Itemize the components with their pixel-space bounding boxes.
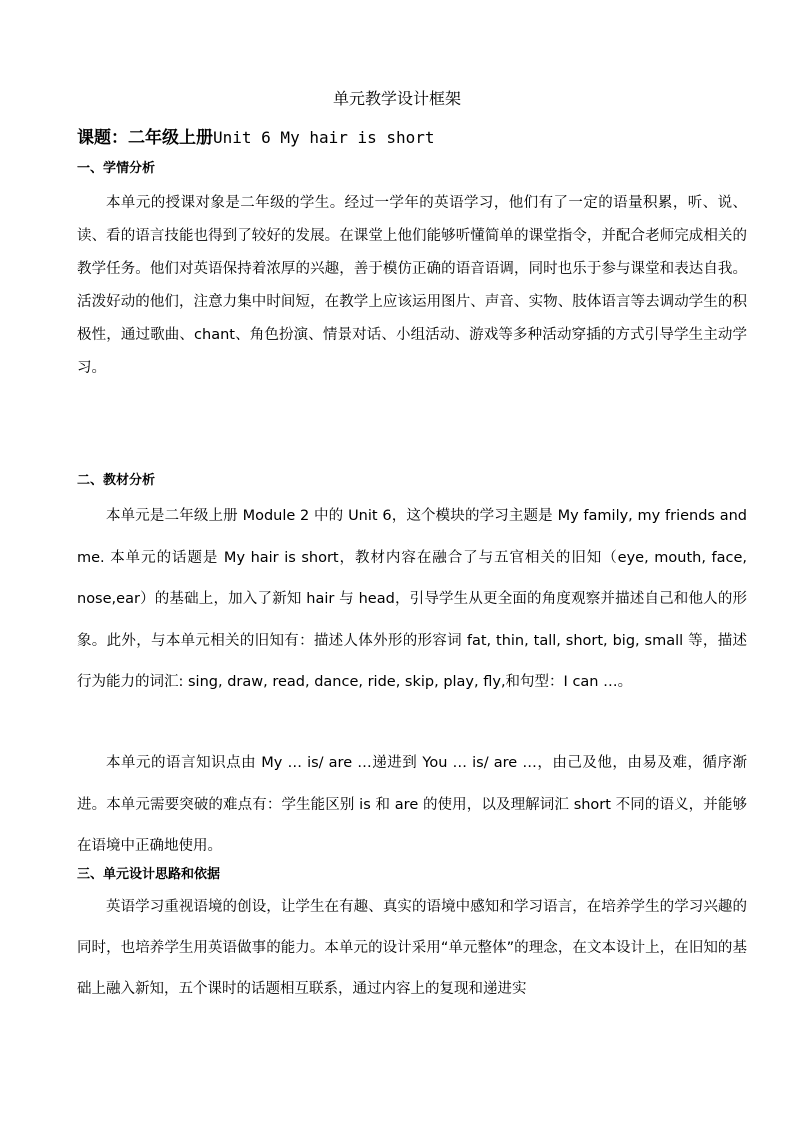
lesson-title-unit: Unit 6 My hair is short <box>213 128 435 147</box>
lesson-title-prefix: 课题：二年级上册 <box>77 128 213 148</box>
lesson-title <box>77 126 757 150</box>
textbook-analysis-paragraph-1: 本单元是二年级上册 Module 2 中的 Unit 6，这个模块的学习主题是 My family, my friends and me. 本单元的话题是 My hair is short，教材内容在融合了与五官相关的旧知（eye, mouth, face, nose,ear）的基础上，加入了新知 hair 与 head，引导学生从更全面的角度观察并描述自己和他人的形象。此外，与本单元相关的旧知有：描述人体外形的形容词 fat, thin, tall, short, big, small 等，描述行为能力的词汇: sing, draw, read, dance, ride, skip, play, fly,和句型：I can …。 <box>77 508 747 690</box>
textbook-analysis-paragraph-2: 本单元的语言知识点由 My … is/ are …递进到 You … is/ are …，由己及他，由易及难，循序渐进。本单元需要突破的难点有：学生能区别 is 和 are 的使用，以及理解词汇 short 不同的语义，并能够在语境中正确地使用。 <box>77 755 747 854</box>
section-heading-design-rationale: 三、单元设计思路和依据 <box>77 867 221 882</box>
document-title: 单元教学设计框架 <box>332 89 461 108</box>
student-analysis-paragraph: 本单元的授课对象是二年级的学生。经过一学年的英语学习，他们有了一定的语量积累，听、说、读、看的语言技能也得到了较好的发展。在课堂上他们能够听懂简单的课堂指令，并配合老师完成相关的教学任务。他们对英语保持着浓厚的兴趣，善于模仿正确的语音语调，同时也乐于参与课堂和表达自我。活泼好动的他们，注意力集中时间短，在教学上应该运用图片、声音、实物、肢体语言等去调动学生的积极性，通过歌曲、chant、角色扮演、情景对话、小组活动、游戏等多种活动穿插的方式引导学生主动学习。 <box>77 195 747 376</box>
design-rationale-paragraph: 英语学习重视语境的创设，让学生在有趣、真实的语境中感知和学习语言，在培养学生的学习兴趣的同时，也培养学生用英语做事的能力。本单元的设计采用“单元整体”的理念，在文本设计上，在旧知的基础上融入新知，五个课时的话题相互联系，通过内容上的复现和递进实 <box>77 899 747 997</box>
section-heading-student-analysis: 一、学情分析 <box>77 161 156 176</box>
section-heading-textbook-analysis: 二、教材分析 <box>77 473 156 488</box>
